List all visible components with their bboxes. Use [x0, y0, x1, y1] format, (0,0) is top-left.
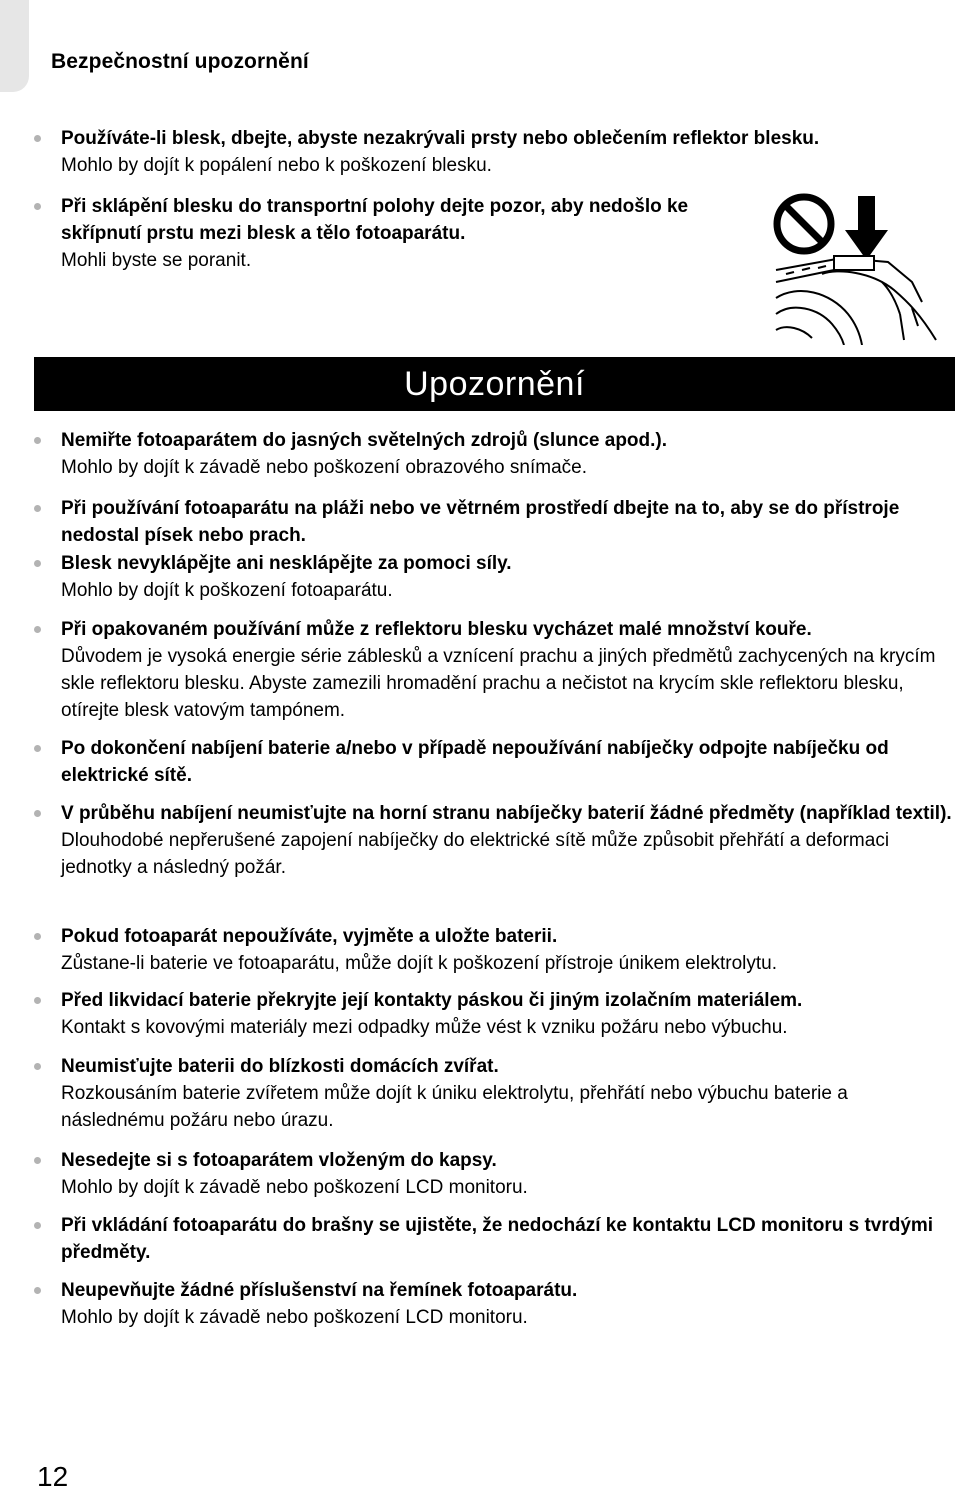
item-heading: Při vkládání fotoaparátu do brašny se ujistěte, že nedochází ke kontaktu LCD monitoru s tvrdými předměty.	[61, 1215, 934, 1263]
list-item	[61, 1212, 953, 1266]
side-tab	[0, 0, 29, 92]
item-heading: Nemiřte fotoaparátem do jasných světelných zdrojů (slunce apod.).	[61, 430, 668, 451]
item-text: Mohlo by dojít k závadě nebo poškození LCD monitoru.	[61, 1177, 528, 1198]
item-text: Zůstane-li baterie ve fotoaparátu, může dojít k poškození přístroje únikem elektrolytu.	[61, 953, 778, 974]
item-heading: V průběhu nabíjení neumisťujte na horní stranu nabíječky baterií žádné předměty (například textil).	[61, 803, 952, 824]
list-item	[61, 193, 751, 274]
list-item	[61, 1053, 953, 1134]
item-heading: Pokud fotoaparát nepoužíváte, vyjměte a uložte baterii.	[61, 926, 558, 947]
item-heading: Při používání fotoaparátu na pláži nebo ve větrném prostředí dbejte na to, aby se do přístroje nedostal písek nebo prach.	[61, 498, 900, 546]
list-item	[61, 550, 953, 604]
item-heading: Používáte-li blesk, dbejte, abyste nezakrývali prsty nebo oblečením reflektor blesku.	[61, 128, 820, 149]
item-text: Důvodem je vysoká energie série záblesků a vznícení prachu a jiných předmětů zachycených na krycím skle reflektoru blesku. Abyste zamezili hromadění prachu a nečistot na krycím skle reflektoru blesku, otírejte blesk vatovým tampónem.	[61, 646, 936, 721]
list-item	[61, 735, 953, 789]
caution-banner: Upozornění	[34, 357, 955, 411]
list-item	[61, 495, 953, 549]
list-item	[61, 1277, 953, 1331]
list-item	[61, 427, 953, 481]
list-item	[61, 125, 953, 179]
item-heading: Po dokončení nabíjení baterie a/nebo v případě nepoužívání nabíječky odpojte nabíječku od elektrické sítě.	[61, 738, 889, 786]
item-heading: Neupevňujte žádné příslušenství na řemínek fotoaparátu.	[61, 1280, 578, 1301]
down-arrow-icon	[845, 196, 888, 260]
list-item	[61, 616, 953, 724]
item-heading: Blesk nevyklápějte ani nesklápějte za pomoci síly.	[61, 553, 512, 574]
item-text: Dlouhodobé nepřerušené zapojení nabíječky do elektrické sítě může způsobit přehřátí a deformaci jednotky a následný požár.	[61, 830, 890, 878]
item-text: Kontakt s kovovými materiály mezi odpadky může vést k vzniku požáru nebo výbuchu.	[61, 1017, 788, 1038]
list-item	[61, 1147, 953, 1201]
item-text: Mohlo by dojít k poškození fotoaparátu.	[61, 580, 393, 601]
item-heading: Při sklápění blesku do transportní polohy dejte pozor, aby nedošlo ke skřípnutí prstu mezi blesk a tělo fotoaparátu.	[61, 196, 689, 244]
item-heading: Před likvidací baterie překryjte její kontakty páskou či jiným izolačním materiálem.	[61, 990, 803, 1011]
prohibition-icon	[777, 197, 831, 251]
item-text: Mohlo by dojít k popálení nebo k poškození blesku.	[61, 155, 492, 176]
item-text: Mohlo by dojít k závadě nebo poškození obrazového snímače.	[61, 457, 587, 478]
item-text: Rozkousáním baterie zvířetem může dojít k úniku elektrolytu, přehřátí nebo výbuchu baterie a následnému požáru nebo úrazu.	[61, 1083, 848, 1131]
section-title: Bezpečnostní upozornění	[51, 50, 309, 73]
item-text: Mohli byste se poranit.	[61, 250, 252, 271]
page-number: 12	[37, 1461, 69, 1492]
list-item	[61, 800, 953, 881]
list-item	[61, 923, 953, 977]
item-heading: Neumisťujte baterii do blízkosti domácích zvířat.	[61, 1056, 499, 1077]
camera-flash-hand-illustration	[772, 190, 942, 345]
item-heading: Nesedejte si s fotoaparátem vloženým do kapsy.	[61, 1150, 497, 1171]
item-text: Mohlo by dojít k závadě nebo poškození LCD monitoru.	[61, 1307, 528, 1328]
item-heading: Při opakovaném používání může z reflektoru blesku vycházet malé množství kouře.	[61, 619, 812, 640]
list-item	[61, 987, 953, 1041]
